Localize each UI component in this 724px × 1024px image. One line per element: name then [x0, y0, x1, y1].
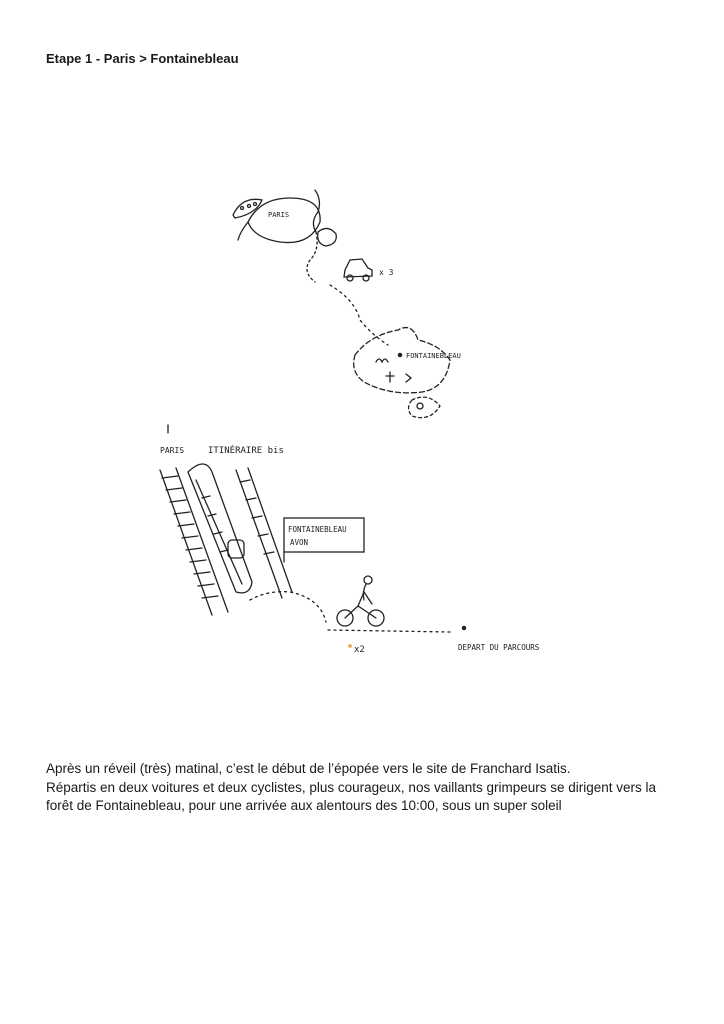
- cyclist-icon: [337, 576, 384, 626]
- station-sign-line2: AVON: [290, 538, 309, 547]
- fontainebleau-forest-outline: [354, 328, 450, 393]
- railway-tracks: [160, 468, 228, 615]
- route-label-paris: PARIS: [160, 446, 185, 455]
- body-text: [46, 760, 686, 816]
- route-label-itinerary: ITINÉRAIRE bis: [208, 446, 284, 456]
- hand-drawn-sketch: [150, 160, 590, 670]
- body-line: Répartis en deux voitures et deux cyclistes, plus courageux, nos vaillants grimpeurs se dirigent vers la forêt de Fontainebleau, pour une arrivée aux alentours des 10:00, sous un super soleil: [46, 779, 657, 813]
- map-label-fontainebleau: FONTAINEBLEAU: [406, 352, 461, 360]
- route-label-cyclists: x2: [354, 645, 365, 655]
- map-label-cars: x 3: [379, 268, 394, 277]
- body-line: Après un réveil (très) matinal, c’est le début de l’épopée vers le site de Franchard Isatis.: [46, 761, 571, 776]
- map-label-paris: PARIS: [268, 211, 290, 219]
- car-icon: [344, 259, 372, 281]
- page-title: Etape 1 - Paris > Fontainebleau: [46, 51, 239, 66]
- station-sign-line1: FONTAINEBLEAU: [288, 525, 347, 534]
- forest-patch: [318, 228, 337, 246]
- route-label-start: DEPART DU PARCOURS: [458, 643, 540, 652]
